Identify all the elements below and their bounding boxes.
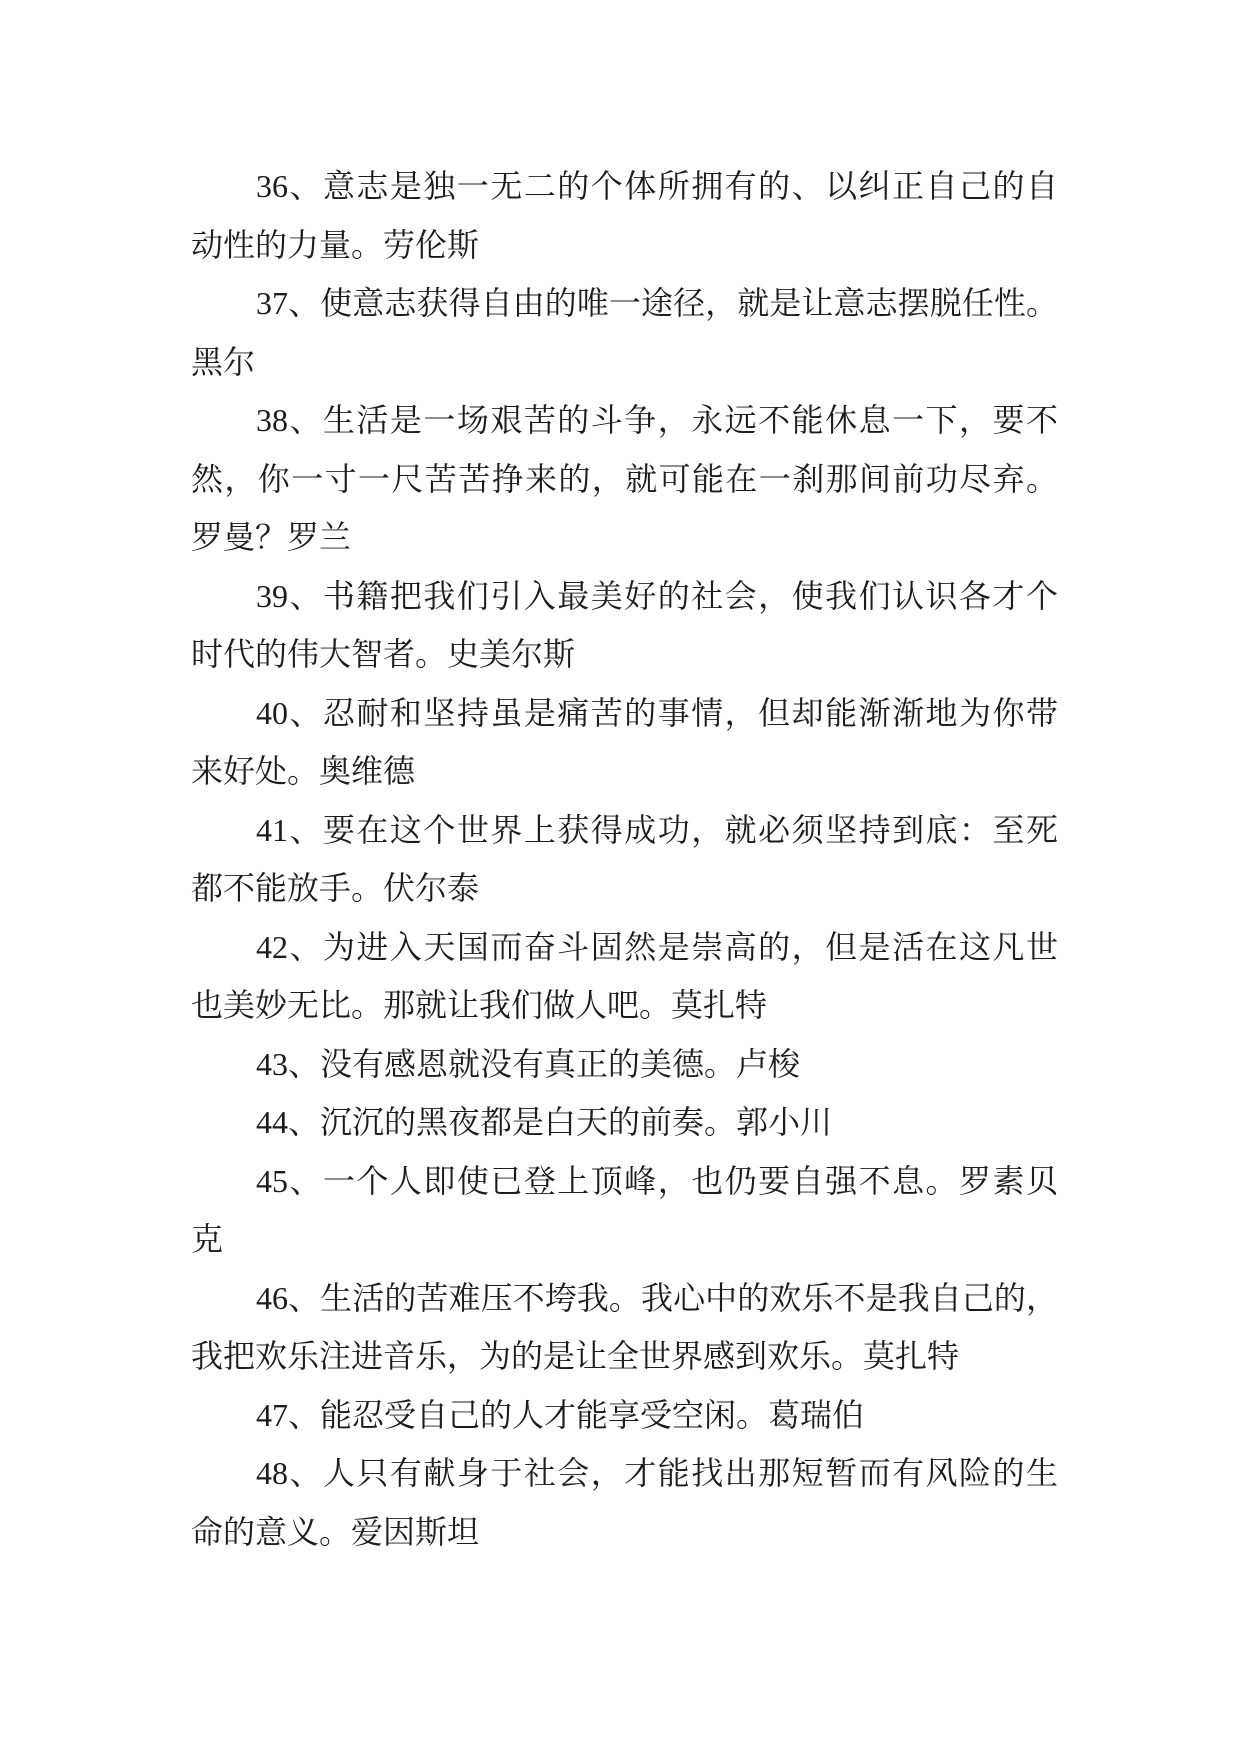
quote-paragraph-46	[191, 1269, 1058, 1386]
quote-line: 47、能忍受自己的人才能享受空闲。葛瑞伯	[256, 1396, 865, 1433]
quote-paragraph-41	[191, 801, 1058, 918]
quote-line: 45、一个人即使已登上顶峰，也仍要自强不息。罗素贝	[256, 1162, 1058, 1199]
quote-line: 罗曼？罗兰	[191, 519, 352, 555]
quote-paragraph-38	[191, 391, 1058, 567]
quote-line: 38、生活是一场艰苦的斗争，永远不能休息一下，要不	[256, 402, 1058, 438]
quote-line: 我把欢乐注进音乐，为的是让全世界感到欢乐。莫扎特	[191, 1338, 960, 1374]
quote-paragraph-47	[191, 1386, 1058, 1445]
quote-line: 39、书籍把我们引入最美好的社会，使我们认识各才个	[256, 577, 1058, 614]
quote-paragraph-36	[191, 157, 1058, 274]
quote-line: 来好处。奥维德	[191, 753, 416, 789]
quote-paragraph-44	[191, 1093, 1058, 1152]
quote-line: 41、要在这个世界上获得成功，就必须坚持到底：至死	[256, 811, 1058, 848]
quote-line: 40、忍耐和坚持虽是痛苦的事情，但却能渐渐地为你带	[256, 694, 1058, 731]
quote-paragraph-48	[191, 1444, 1058, 1561]
quote-line: 时代的伟大智者。史美尔斯	[191, 636, 576, 672]
quote-line: 42、为进入天国而奋斗固然是崇高的，但是活在这凡世	[256, 928, 1058, 965]
quote-line: 37、使意志获得自由的唯一途径，就是让意志摆脱任性。	[256, 285, 1058, 321]
quote-paragraph-37	[191, 274, 1058, 391]
quote-paragraph-43	[191, 1035, 1058, 1094]
quote-line: 44、沉沉的黑夜都是白天的前奏。郭小川	[256, 1104, 833, 1140]
quote-line: 都不能放手。伏尔泰	[191, 870, 480, 906]
quote-line: 46、生活的苦难压不垮我。我心中的欢乐不是我自己的，	[256, 1279, 1058, 1316]
quote-paragraph-39	[191, 567, 1058, 684]
document-body	[191, 157, 1058, 1561]
quote-line: 动性的力量。劳伦斯	[191, 226, 480, 263]
quote-line: 也美妙无比。那就让我们做人吧。莫扎特	[191, 987, 768, 1023]
quote-line: 48、人只有献身于社会，才能找出那短暂而有风险的生	[256, 1455, 1058, 1491]
quote-paragraph-45	[191, 1152, 1058, 1269]
quote-line: 36、意志是独一无二的个体所拥有的、以纠正自己的自	[256, 168, 1058, 204]
quote-line: 然，你一寸一尺苦苦挣来的，就可能在一刹那间前功尽弃。	[191, 460, 1058, 497]
quote-line: 命的意义。爱因斯坦	[191, 1513, 480, 1550]
quote-paragraph-40	[191, 684, 1058, 801]
quote-line: 43、没有感恩就没有真正的美德。卢梭	[256, 1045, 801, 1082]
quote-line: 黑尔	[191, 343, 256, 380]
quote-line: 克	[191, 1221, 224, 1257]
quote-paragraph-42	[191, 918, 1058, 1035]
